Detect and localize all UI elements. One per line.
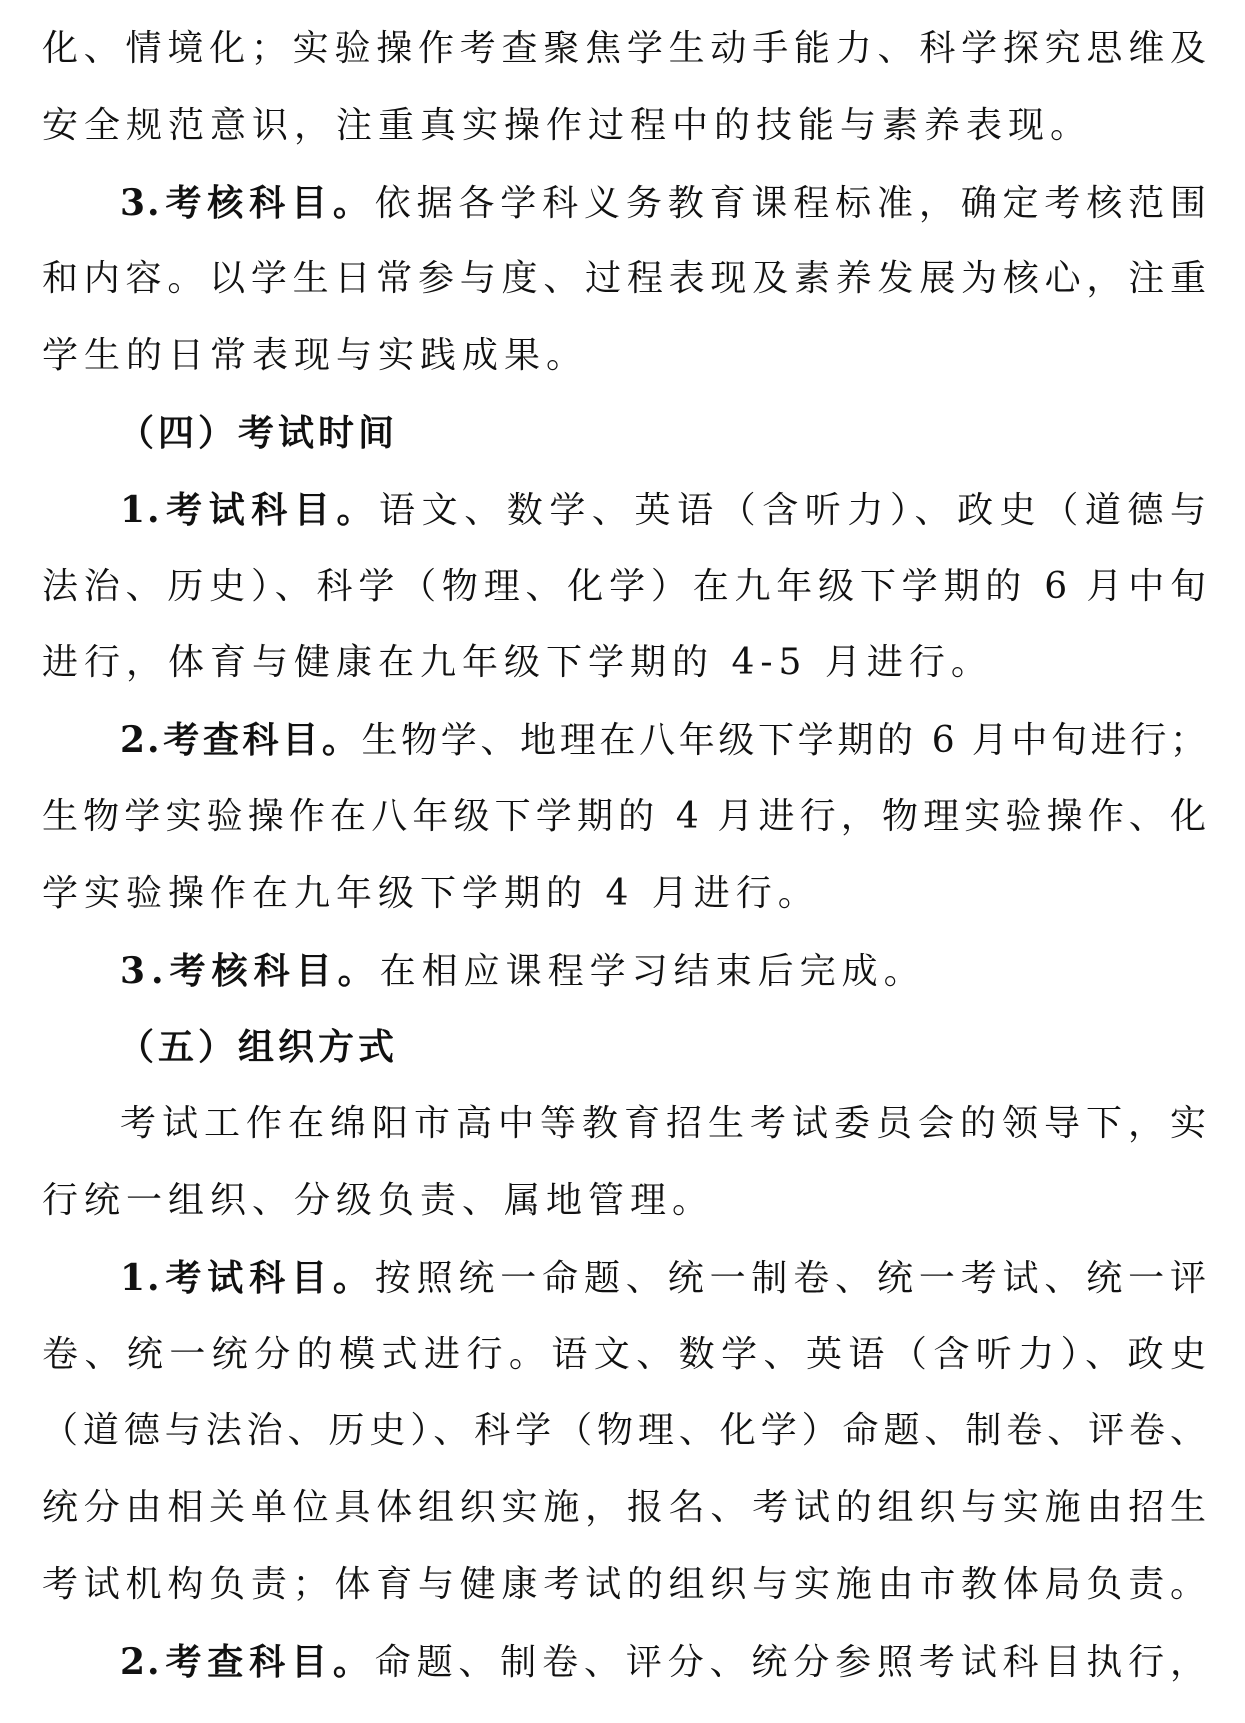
line-text: 命题、制卷、评分、统分参照考试科目执行， bbox=[374, 1641, 1208, 1683]
line-text: 生物学、地理在八年级下学期的 6 月中旬进行； bbox=[361, 720, 1208, 762]
bold-lead: （四）考试时间 bbox=[118, 412, 399, 454]
text-line bbox=[42, 1478, 1208, 1538]
text-line bbox=[42, 557, 1208, 617]
line-text: 在相应课程学习结束后完成。 bbox=[379, 950, 926, 992]
bold-lead: （五）组织方式 bbox=[118, 1026, 399, 1069]
text-line bbox=[42, 1401, 1208, 1461]
line-text: （道德与法治、历史）、科学（物理、化学）命题、制卷、评卷、 bbox=[42, 1410, 1208, 1452]
section-heading bbox=[118, 1017, 398, 1077]
text-line bbox=[120, 480, 1208, 540]
text-line bbox=[42, 249, 1208, 309]
text-line bbox=[42, 96, 1208, 156]
bold-lead: 3.考核科目。 bbox=[120, 181, 375, 224]
section-heading bbox=[118, 403, 398, 463]
bold-lead: 1.考试科目。 bbox=[120, 488, 380, 531]
line-text: 行统一组织、分级负责、属地管理。 bbox=[42, 1180, 715, 1221]
line-text: 化、情境化；实验操作考查聚焦学生动手能力、科学探究思维及 bbox=[42, 28, 1208, 69]
bold-lead: 1.考试科目。 bbox=[120, 1256, 375, 1299]
text-line bbox=[120, 941, 1208, 1001]
text-line bbox=[120, 710, 1208, 770]
text-line bbox=[120, 173, 1208, 233]
line-text: 语文、数学、英语（含听力）、政史（道德与 bbox=[379, 489, 1208, 531]
text-line bbox=[120, 1094, 1208, 1154]
text-line bbox=[120, 1632, 1208, 1692]
line-text: 考试机构负责；体育与健康考试的组织与实施由市教体局负责。 bbox=[42, 1564, 1208, 1605]
text-line bbox=[42, 1555, 1208, 1615]
text-line bbox=[42, 864, 1208, 924]
line-text: 统分由相关单位具体组织实施，报名、考试的组织与实施由招生 bbox=[42, 1487, 1208, 1529]
line-text: 按照统一命题、统一制卷、统一考试、统一评 bbox=[374, 1257, 1208, 1299]
line-text: 卷、统一统分的模式进行。语文、数学、英语（含听力）、政史 bbox=[42, 1333, 1208, 1375]
line-text: 安全规范意识，注重真实操作过程中的技能与素养表现。 bbox=[42, 104, 1093, 146]
text-line bbox=[42, 787, 1208, 847]
text-line bbox=[42, 1325, 1208, 1385]
text-line bbox=[120, 1248, 1208, 1308]
line-text: 学实验操作在九年级下学期的 4 月进行。 bbox=[42, 872, 820, 914]
text-line bbox=[42, 633, 1208, 693]
line-text: 和内容。以学生日常参与度、过程表现及素养发展为核心，注重 bbox=[42, 258, 1208, 300]
bold-lead: 2.考查科目。 bbox=[120, 719, 362, 762]
bold-lead: 2.考查科目。 bbox=[120, 1640, 375, 1683]
line-text: 依据各学科义务教育课程标准，确定考核范围 bbox=[374, 182, 1208, 224]
text-line bbox=[42, 19, 1208, 79]
bold-lead: 3.考核科目。 bbox=[120, 949, 380, 992]
line-text: 进行，体育与健康在九年级下学期的 4-5 月进行。 bbox=[42, 642, 993, 684]
line-text: 法治、历史）、科学（物理、化学）在九年级下学期的 6 月中旬 bbox=[42, 565, 1208, 607]
line-text: 生物学实验操作在八年级下学期的 4 月进行，物理实验操作、化 bbox=[42, 796, 1208, 837]
text-line bbox=[42, 1171, 1208, 1231]
line-text: 学生的日常表现与实践成果。 bbox=[42, 335, 589, 377]
text-line bbox=[42, 326, 1208, 386]
line-text: 考试工作在绵阳市高中等教育招生考试委员会的领导下，实 bbox=[120, 1103, 1208, 1145]
